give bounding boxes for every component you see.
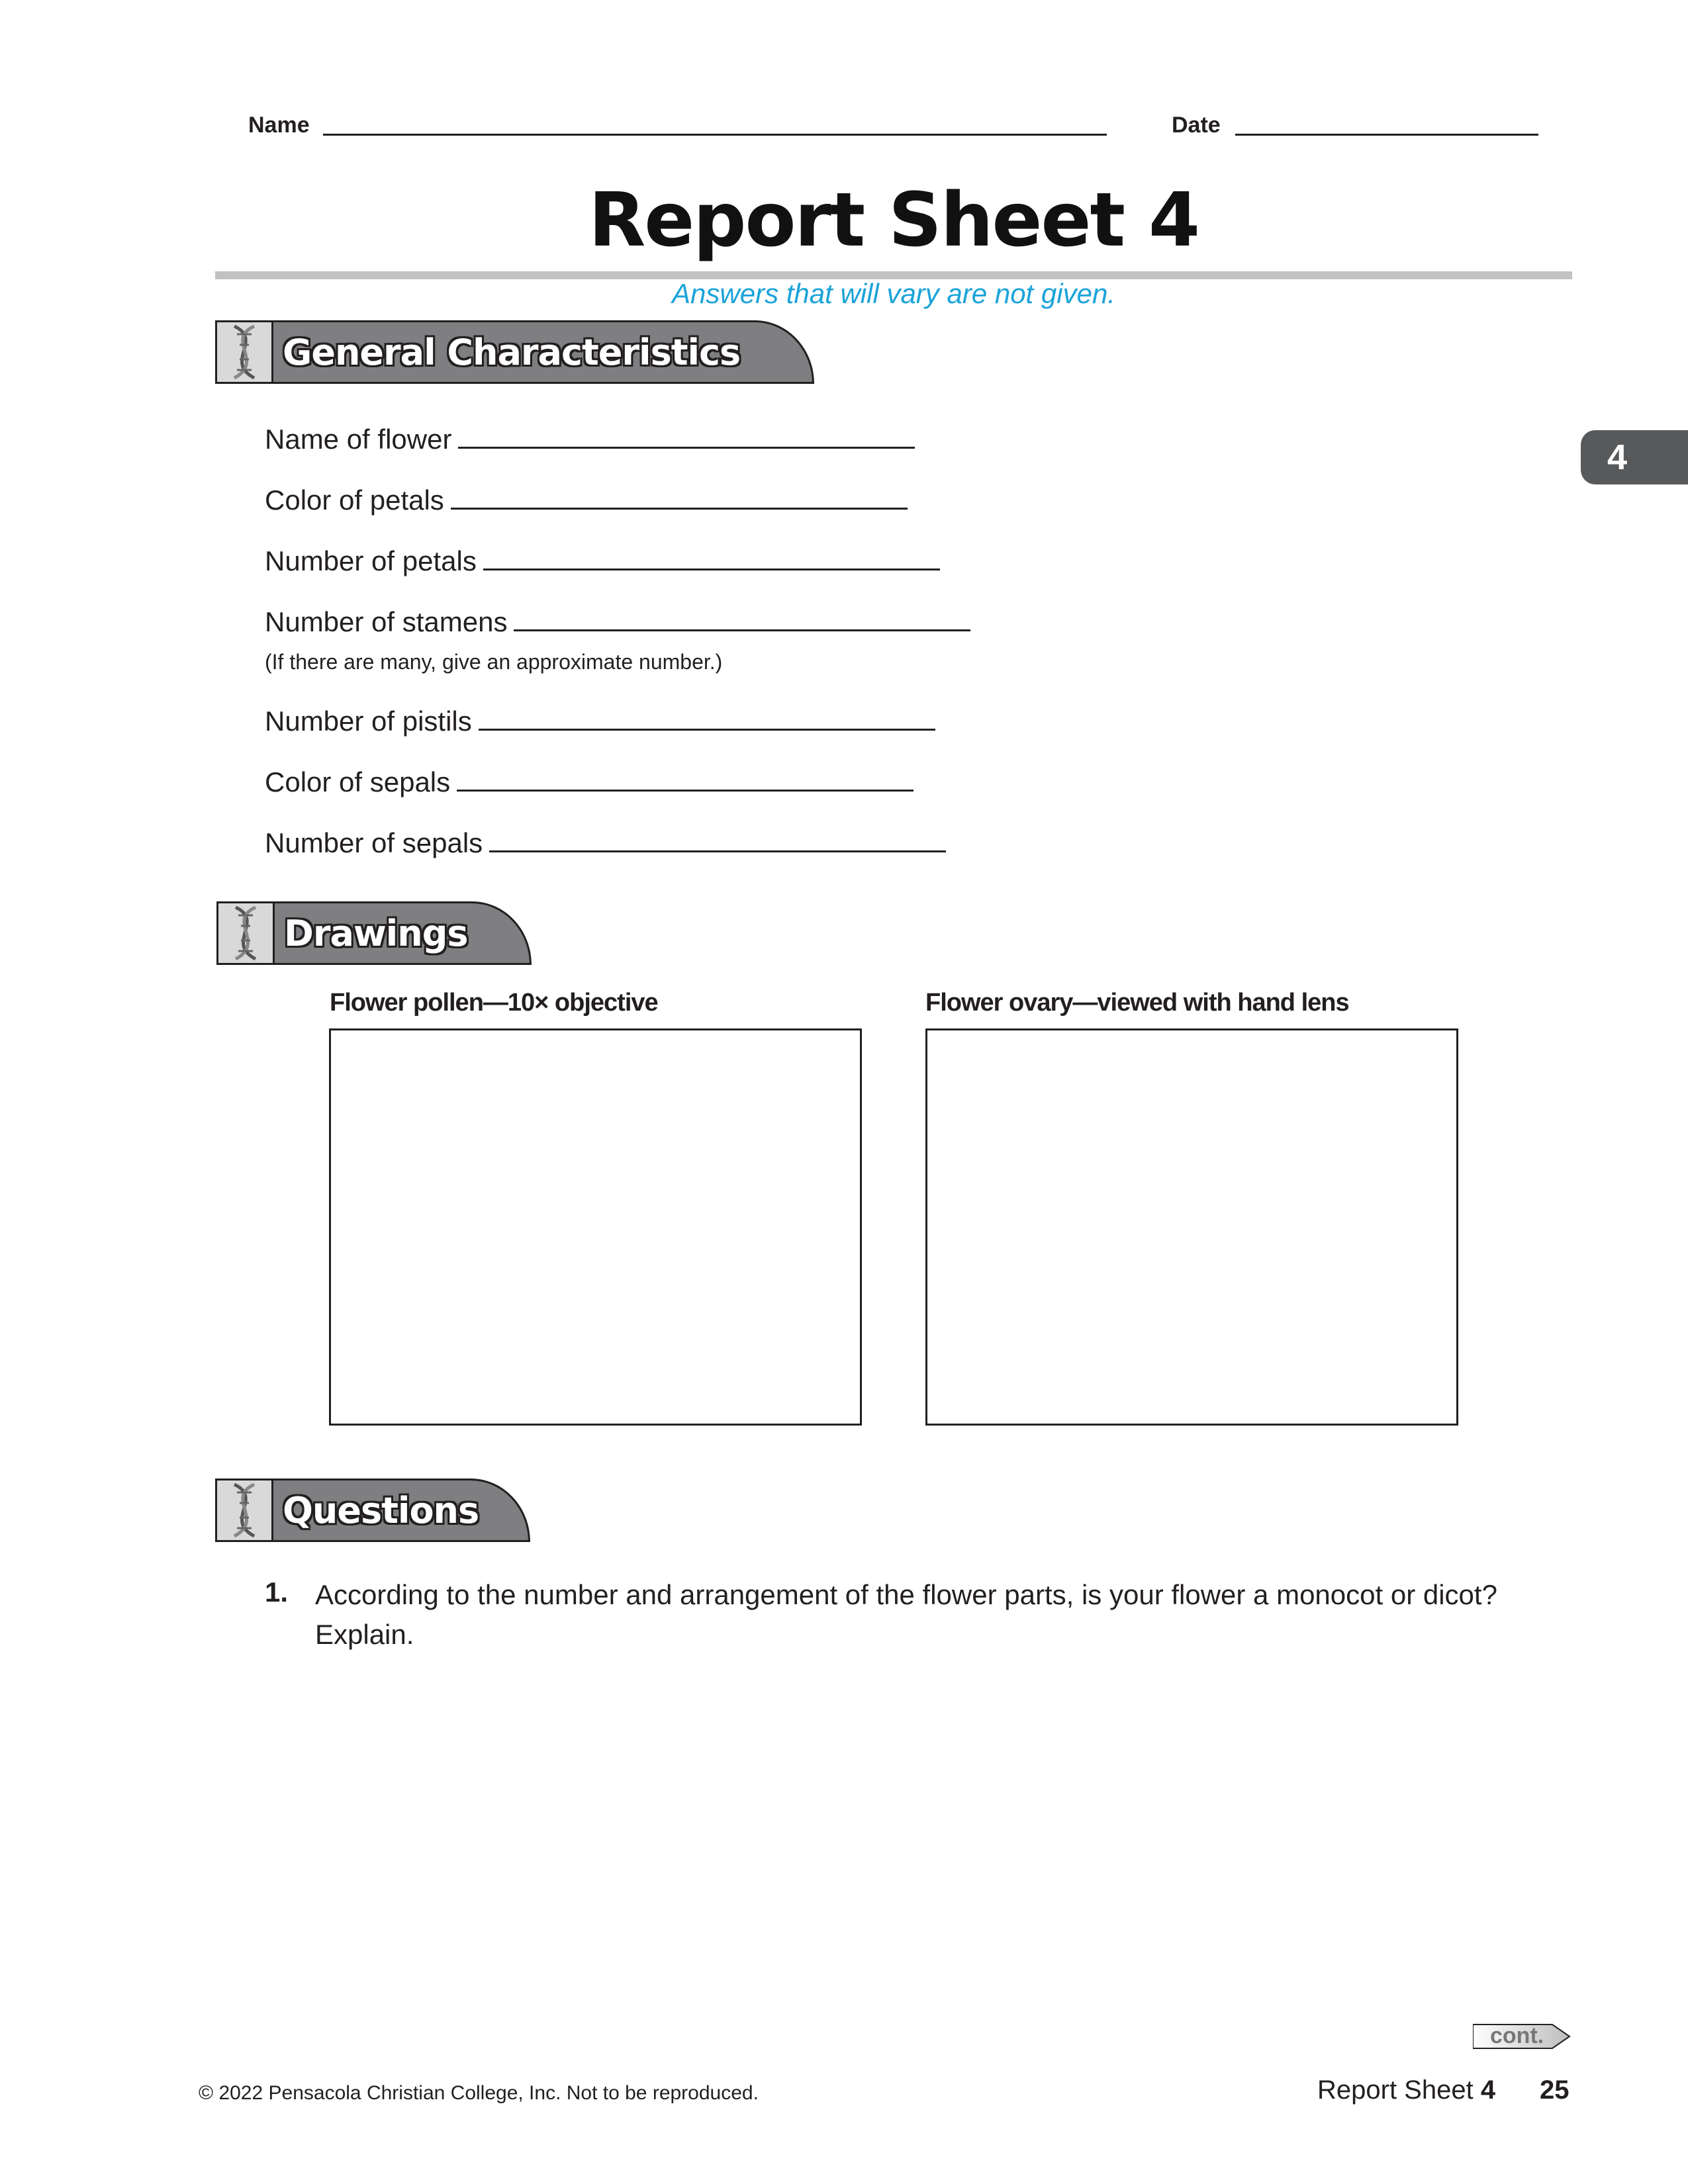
- page-subtitle: Answers that will vary are not given.: [672, 278, 1115, 309]
- dna-icon: [215, 320, 273, 384]
- field-label: Name of flower: [265, 424, 452, 455]
- section-tab: [273, 320, 814, 384]
- section-banner-general: [215, 320, 814, 387]
- chapter-tab-number: 4: [1607, 437, 1628, 477]
- answer-line[interactable]: [483, 546, 940, 570]
- date-label: Date: [1172, 113, 1221, 138]
- footer-report-label: [1317, 2075, 1495, 2105]
- field-label: Color of petals: [265, 484, 444, 516]
- drawing-box-ovary[interactable]: [925, 1028, 1458, 1426]
- answer-line[interactable]: [514, 607, 970, 631]
- copyright: © 2022 Pensacola Christian College, Inc. Not to be reproduced.: [199, 2082, 759, 2104]
- field-label: Number of stamens: [265, 606, 508, 637]
- dna-icon: [216, 901, 275, 965]
- drawing-label-ovary: Flower ovary—viewed with hand lens: [925, 989, 1349, 1017]
- section-title: General Characteristics: [283, 332, 741, 373]
- report-number: 4: [1480, 2075, 1496, 2105]
- section-banner-questions: [215, 1479, 530, 1545]
- section-tab: [273, 1479, 530, 1542]
- page-number: 25: [1540, 2075, 1570, 2105]
- section-title: Drawings: [284, 913, 468, 954]
- field-number-of-sepals: [265, 827, 946, 859]
- continued-marker: [1473, 2022, 1572, 2051]
- page-title: Report Sheet 4: [588, 177, 1199, 263]
- drawing-box-pollen[interactable]: [329, 1028, 862, 1426]
- field-color-of-sepals: [265, 766, 914, 798]
- dna-icon: [215, 1479, 273, 1542]
- field-label: Number of petals: [265, 545, 477, 576]
- answer-line[interactable]: [451, 485, 908, 510]
- stamens-note: (If there are many, give an approximate number.): [265, 650, 723, 674]
- date-line[interactable]: [1235, 134, 1538, 136]
- report-label: Report Sheet: [1317, 2075, 1474, 2105]
- field-number-of-petals: [265, 545, 940, 577]
- field-label: Number of pistils: [265, 705, 472, 737]
- name-label: Name: [248, 113, 310, 138]
- cont-text: cont.: [1490, 2023, 1544, 2048]
- field-label: Number of sepals: [265, 827, 483, 858]
- field-label: Color of sepals: [265, 766, 451, 797]
- question-text: According to the number and arrangement of the flower parts, is your flower a monocot or dicot? Explain.: [315, 1579, 1497, 1650]
- field-name-of-flower: [265, 424, 915, 455]
- field-number-of-stamens: [265, 606, 970, 638]
- field-number-of-pistils: [265, 705, 935, 737]
- section-banner-drawings: [216, 901, 532, 968]
- chapter-tab: [1581, 430, 1688, 484]
- answer-line[interactable]: [479, 706, 935, 731]
- answer-line[interactable]: [489, 828, 946, 852]
- section-title: Questions: [283, 1490, 479, 1531]
- name-line[interactable]: [323, 134, 1107, 136]
- section-tab: [275, 901, 532, 965]
- answer-line[interactable]: [457, 767, 914, 792]
- answer-line[interactable]: [458, 424, 915, 449]
- question-number: 1.: [265, 1576, 289, 1608]
- drawing-label-pollen: Flower pollen—10× objective: [330, 989, 658, 1017]
- field-color-of-petals: [265, 484, 908, 516]
